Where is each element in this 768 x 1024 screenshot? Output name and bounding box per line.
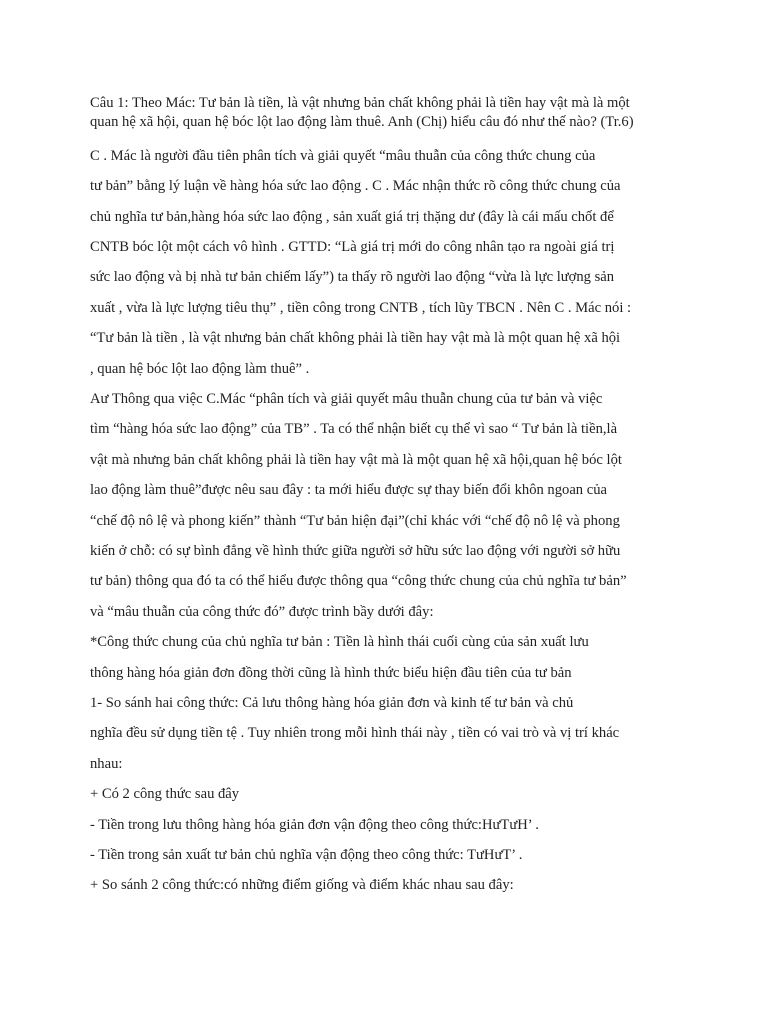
text-line: *Công thức chung của chủ nghĩa tư bản : Tiền là hình thái cuối cùng của sản xuất lưu <box>90 634 589 650</box>
text-line: “chế độ nô lệ và phong kiến” thành “Tư bản hiện đại”(chỉ khác với “chế độ nô lệ và phong <box>90 513 620 529</box>
text-line: CNTB bóc lột một cách vô hình . GTTD: “Là giá trị mới do công nhân tạo ra ngoài giá trị <box>90 239 615 255</box>
text-line: C . Mác là người đầu tiên phân tích và giải quyết “mâu thuẫn của công thức chung của <box>90 148 596 164</box>
text-line: nhau: <box>90 756 123 772</box>
text-line: - Tiền trong lưu thông hàng hóa giản đơn vận động theo công thức:HưTưH’ . <box>90 817 539 833</box>
text-line: tìm “hàng hóa sức lao động” của TB” . Ta có thể nhận biết cụ thể vì sao “ Tư bản là tiền,là <box>90 421 618 437</box>
text-line: Aư Thông qua việc C.Mác “phân tích và giải quyết mâu thuẫn chung của tư bản và việc <box>90 391 603 407</box>
text-line: xuất , vừa là lực lượng tiêu thụ” , tiền công trong CNTB , tích lũy TBCN . Nên C . Mác nói : <box>90 300 632 316</box>
text-line: “Tư bản là tiền , là vật nhưng bản chất không phải là tiền hay vật mà là một quan hệ xã hội <box>90 330 621 346</box>
text-line: + So sánh 2 công thức:có những điểm giống và điểm khác nhau sau đây: <box>90 877 514 893</box>
text-line: tư bản) thông qua đó ta có thể hiểu được thông qua “công thức chung của chủ nghĩa tư bản” <box>90 573 627 589</box>
text-line: và “mâu thuẫn của công thức đó” được trình bầy dưới đây: <box>90 604 434 620</box>
text-line: thông hàng hóa giản đơn đồng thời cũng là hình thức biểu hiện đầu tiên của tư bản <box>90 665 572 681</box>
text-line: Câu 1: Theo Mác: Tư bản là tiền, là vật nhưng bản chất không phải là tiền hay vật mà là một <box>90 95 630 111</box>
text-line: , quan hệ bóc lột lao động làm thuê” . <box>90 361 310 377</box>
text-line: quan hệ xã hội, quan hệ bóc lột lao động làm thuê. Anh (Chị) hiểu câu đó như thế nào? (Tr.6) <box>90 114 634 130</box>
text-line: tư bản” bằng lý luận về hàng hóa sức lao động . C . Mác nhận thức rõ công thức chung của <box>90 178 621 194</box>
text-line: + Có 2 công thức sau đây <box>90 786 240 802</box>
text-line: sức lao động và bị nhà tư bản chiếm lấy”) ta thấy rõ người lao động “vừa là lực lượng sản <box>90 269 615 285</box>
text-line: kiến ở chỗ: có sự bình đẳng về hình thức giữa người sở hữu sức lao động với người sở hữu <box>90 543 621 559</box>
text-line: 1- So sánh hai công thức: Cả lưu thông hàng hóa giản đơn và kinh tế tư bản và chủ <box>90 695 574 711</box>
text-line: lao động làm thuê”được nêu sau đây : ta mới hiểu được sự thay biến đổi khôn ngoan của <box>90 482 608 498</box>
text-line: chủ nghĩa tư bản,hàng hóa sức lao động , sản xuất giá trị thặng dư (đây là cái mấu chốt để <box>90 209 614 225</box>
text-line: vật mà nhưng bản chất không phải là tiền hay vật mà là một quan hệ xã hội,quan hệ bóc lột <box>90 452 622 468</box>
text-line: nghĩa đều sử dụng tiền tệ . Tuy nhiên trong mỗi hình thái này , tiền có vai trò và vị trí khác <box>90 725 620 741</box>
text-line: - Tiền trong sản xuất tư bản chủ nghĩa vận động theo công thức: TưHưT’ . <box>90 847 523 863</box>
